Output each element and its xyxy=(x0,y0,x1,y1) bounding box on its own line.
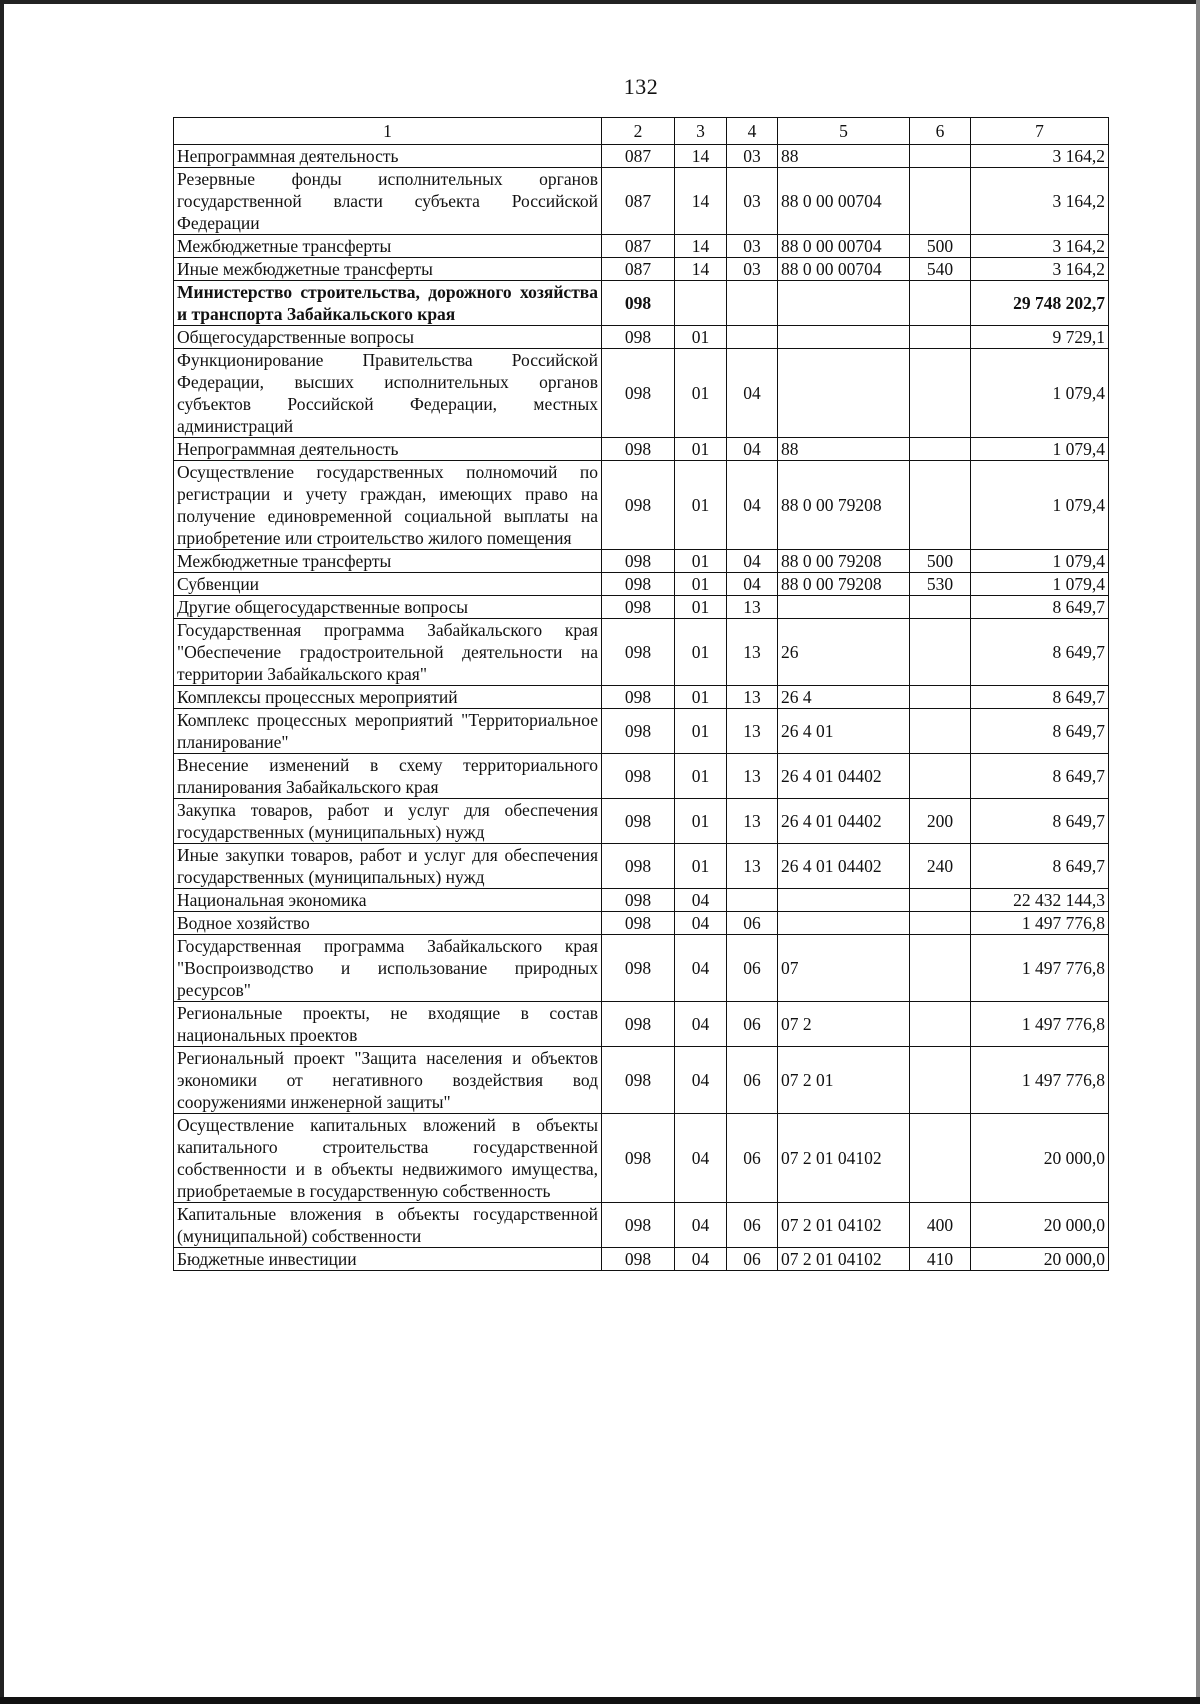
cell-expense-type: 240 xyxy=(910,844,971,889)
header-row xyxy=(174,118,1109,145)
cell-subsection: 03 xyxy=(727,235,778,258)
cell-name: Внесение изменений в схему территориального планирования Забайкальского края xyxy=(174,754,602,799)
cell-expense-type xyxy=(910,1114,971,1203)
cell-target-article: 26 4 01 04402 xyxy=(778,754,910,799)
cell-subsection: 06 xyxy=(727,1203,778,1248)
cell-section: 04 xyxy=(675,935,727,1002)
cell-subsection xyxy=(727,889,778,912)
cell-ministry-code: 098 xyxy=(602,1203,675,1248)
cell-subsection: 03 xyxy=(727,145,778,168)
column-header-4: 4 xyxy=(727,118,778,145)
cell-amount: 1 079,4 xyxy=(971,438,1109,461)
table-row xyxy=(174,168,1109,235)
cell-expense-type xyxy=(910,1047,971,1114)
cell-ministry-code: 098 xyxy=(602,686,675,709)
cell-section: 14 xyxy=(675,145,727,168)
cell-section: 01 xyxy=(675,438,727,461)
cell-ministry-code: 098 xyxy=(602,912,675,935)
cell-target-article: 88 xyxy=(778,438,910,461)
cell-target-article: 07 2 xyxy=(778,1002,910,1047)
cell-expense-type xyxy=(910,145,971,168)
cell-amount: 8 649,7 xyxy=(971,799,1109,844)
cell-subsection: 06 xyxy=(727,912,778,935)
table-row xyxy=(174,326,1109,349)
table-row xyxy=(174,596,1109,619)
cell-expense-type: 410 xyxy=(910,1248,971,1271)
table-row xyxy=(174,844,1109,889)
cell-amount: 22 432 144,3 xyxy=(971,889,1109,912)
cell-name: Государственная программа Забайкальского края "Воспроизводство и использование природных ресурсов" xyxy=(174,935,602,1002)
table-row xyxy=(174,799,1109,844)
cell-amount: 1 079,4 xyxy=(971,573,1109,596)
cell-section: 01 xyxy=(675,596,727,619)
cell-expense-type xyxy=(910,912,971,935)
cell-target-article xyxy=(778,349,910,438)
cell-section xyxy=(675,281,727,326)
cell-ministry-code: 087 xyxy=(602,235,675,258)
cell-section: 01 xyxy=(675,550,727,573)
cell-target-article: 07 2 01 04102 xyxy=(778,1114,910,1203)
cell-amount: 1 497 776,8 xyxy=(971,1047,1109,1114)
cell-target-article xyxy=(778,281,910,326)
cell-section: 01 xyxy=(675,799,727,844)
cell-ministry-code: 098 xyxy=(602,573,675,596)
cell-target-article: 26 xyxy=(778,619,910,686)
cell-target-article: 88 0 00 00704 xyxy=(778,235,910,258)
cell-expense-type: 400 xyxy=(910,1203,971,1248)
scan-edge-right xyxy=(1196,0,1200,1704)
cell-name: Иные межбюджетные трансферты xyxy=(174,258,602,281)
cell-target-article: 26 4 01 04402 xyxy=(778,799,910,844)
cell-ministry-code: 098 xyxy=(602,889,675,912)
cell-target-article: 88 0 00 00704 xyxy=(778,258,910,281)
table-row xyxy=(174,258,1109,281)
cell-target-article xyxy=(778,326,910,349)
cell-subsection: 03 xyxy=(727,258,778,281)
cell-amount: 8 649,7 xyxy=(971,844,1109,889)
table-row xyxy=(174,461,1109,550)
cell-ministry-code: 098 xyxy=(602,1114,675,1203)
cell-expense-type: 500 xyxy=(910,235,971,258)
cell-name: Другие общегосударственные вопросы xyxy=(174,596,602,619)
cell-expense-type xyxy=(910,935,971,1002)
cell-ministry-code: 087 xyxy=(602,168,675,235)
cell-name: Региональный проект "Защита населения и объектов экономики от негативного воздействия вод сооружениями инженерной защиты" xyxy=(174,1047,602,1114)
cell-name: Иные закупки товаров, работ и услуг для обеспечения государственных (муниципальных) нужд xyxy=(174,844,602,889)
cell-subsection: 13 xyxy=(727,799,778,844)
cell-amount: 8 649,7 xyxy=(971,686,1109,709)
cell-name: Осуществление государственных полномочий по регистрации и учету граждан, имеющих право на получение единовременной социальной выплаты на приобретение или строительство жилого помещения xyxy=(174,461,602,550)
cell-name: Непрограммная деятельность xyxy=(174,438,602,461)
cell-name: Межбюджетные трансферты xyxy=(174,550,602,573)
cell-subsection: 06 xyxy=(727,1114,778,1203)
cell-section: 01 xyxy=(675,709,727,754)
cell-section: 04 xyxy=(675,1002,727,1047)
cell-amount: 1 497 776,8 xyxy=(971,912,1109,935)
cell-expense-type xyxy=(910,438,971,461)
cell-subsection: 04 xyxy=(727,349,778,438)
budget-table xyxy=(173,117,1109,1271)
cell-section: 14 xyxy=(675,235,727,258)
cell-section: 01 xyxy=(675,754,727,799)
table-row xyxy=(174,1002,1109,1047)
cell-expense-type: 200 xyxy=(910,799,971,844)
cell-subsection: 06 xyxy=(727,1248,778,1271)
cell-name: Межбюджетные трансферты xyxy=(174,235,602,258)
cell-section: 14 xyxy=(675,168,727,235)
cell-section: 04 xyxy=(675,1114,727,1203)
table-row xyxy=(174,1047,1109,1114)
cell-section: 01 xyxy=(675,686,727,709)
table-row xyxy=(174,709,1109,754)
cell-ministry-code: 098 xyxy=(602,438,675,461)
column-header-7: 7 xyxy=(971,118,1109,145)
table-row xyxy=(174,550,1109,573)
cell-name: Резервные фонды исполнительных органов государственной власти субъекта Российской Федерации xyxy=(174,168,602,235)
column-header-1: 1 xyxy=(174,118,602,145)
cell-section: 04 xyxy=(675,1047,727,1114)
cell-section: 01 xyxy=(675,844,727,889)
cell-expense-type: 530 xyxy=(910,573,971,596)
scan-edge-bottom xyxy=(0,1697,1200,1704)
cell-amount: 20 000,0 xyxy=(971,1248,1109,1271)
cell-expense-type xyxy=(910,686,971,709)
column-header-5: 5 xyxy=(778,118,910,145)
cell-subsection: 13 xyxy=(727,754,778,799)
cell-target-article: 88 0 00 79208 xyxy=(778,550,910,573)
table-row xyxy=(174,573,1109,596)
cell-expense-type xyxy=(910,461,971,550)
cell-expense-type xyxy=(910,1002,971,1047)
table-row xyxy=(174,1114,1109,1203)
cell-name: Комплекс процессных мероприятий "Территориальное планирование" xyxy=(174,709,602,754)
cell-ministry-code: 098 xyxy=(602,326,675,349)
table-row xyxy=(174,889,1109,912)
cell-section: 04 xyxy=(675,1248,727,1271)
cell-section: 01 xyxy=(675,349,727,438)
cell-target-article: 07 xyxy=(778,935,910,1002)
scan-edge-top xyxy=(0,0,1200,4)
cell-target-article: 88 0 00 00704 xyxy=(778,168,910,235)
table-row xyxy=(174,686,1109,709)
cell-section: 01 xyxy=(675,573,727,596)
cell-ministry-code: 098 xyxy=(602,550,675,573)
cell-section: 14 xyxy=(675,258,727,281)
cell-name: Государственная программа Забайкальского края "Обеспечение градостроительной деятельности на территории Забайкальского края" xyxy=(174,619,602,686)
cell-subsection: 13 xyxy=(727,596,778,619)
cell-expense-type xyxy=(910,754,971,799)
cell-subsection: 13 xyxy=(727,686,778,709)
cell-ministry-code: 098 xyxy=(602,799,675,844)
cell-expense-type: 500 xyxy=(910,550,971,573)
cell-subsection: 04 xyxy=(727,438,778,461)
cell-target-article: 07 2 01 xyxy=(778,1047,910,1114)
cell-amount: 1 497 776,8 xyxy=(971,1002,1109,1047)
cell-name: Общегосударственные вопросы xyxy=(174,326,602,349)
cell-section: 01 xyxy=(675,619,727,686)
cell-amount: 8 649,7 xyxy=(971,709,1109,754)
cell-name: Региональные проекты, не входящие в состав национальных проектов xyxy=(174,1002,602,1047)
cell-amount: 1 079,4 xyxy=(971,550,1109,573)
cell-name: Комплексы процессных мероприятий xyxy=(174,686,602,709)
cell-expense-type xyxy=(910,326,971,349)
cell-name: Осуществление капитальных вложений в объекты капитального строительства государственной собственности и в объекты недвижимого имущества, приобретаемые в государственную собственность xyxy=(174,1114,602,1203)
table-row xyxy=(174,619,1109,686)
cell-expense-type xyxy=(910,349,971,438)
cell-ministry-code: 098 xyxy=(602,619,675,686)
cell-ministry-code: 098 xyxy=(602,461,675,550)
table-row xyxy=(174,1203,1109,1248)
cell-amount: 20 000,0 xyxy=(971,1203,1109,1248)
table-body xyxy=(174,145,1109,1271)
cell-ministry-code: 098 xyxy=(602,754,675,799)
table-row xyxy=(174,235,1109,258)
cell-subsection xyxy=(727,281,778,326)
cell-subsection: 04 xyxy=(727,550,778,573)
cell-expense-type xyxy=(910,168,971,235)
scan-edge-left xyxy=(0,0,4,1704)
cell-amount: 20 000,0 xyxy=(971,1114,1109,1203)
cell-name: Национальная экономика xyxy=(174,889,602,912)
cell-subsection: 13 xyxy=(727,619,778,686)
cell-amount: 3 164,2 xyxy=(971,145,1109,168)
cell-name: Субвенции xyxy=(174,573,602,596)
cell-expense-type: 540 xyxy=(910,258,971,281)
cell-target-article xyxy=(778,596,910,619)
cell-ministry-code: 098 xyxy=(602,1047,675,1114)
cell-target-article: 26 4 01 04402 xyxy=(778,844,910,889)
cell-subsection: 13 xyxy=(727,844,778,889)
cell-target-article: 88 xyxy=(778,145,910,168)
cell-section: 01 xyxy=(675,326,727,349)
cell-amount: 3 164,2 xyxy=(971,168,1109,235)
cell-expense-type xyxy=(910,596,971,619)
cell-subsection: 03 xyxy=(727,168,778,235)
column-header-2: 2 xyxy=(602,118,675,145)
column-header-3: 3 xyxy=(675,118,727,145)
cell-name: Министерство строительства, дорожного хозяйства и транспорта Забайкальского края xyxy=(174,281,602,326)
cell-target-article: 26 4 01 xyxy=(778,709,910,754)
cell-amount: 1 497 776,8 xyxy=(971,935,1109,1002)
cell-ministry-code: 098 xyxy=(602,281,675,326)
cell-subsection: 04 xyxy=(727,461,778,550)
cell-ministry-code: 087 xyxy=(602,258,675,281)
table-row xyxy=(174,935,1109,1002)
cell-target-article: 07 2 01 04102 xyxy=(778,1203,910,1248)
cell-amount: 29 748 202,7 xyxy=(971,281,1109,326)
cell-target-article: 88 0 00 79208 xyxy=(778,573,910,596)
cell-section: 04 xyxy=(675,889,727,912)
cell-expense-type xyxy=(910,709,971,754)
cell-name: Непрограммная деятельность xyxy=(174,145,602,168)
cell-section: 01 xyxy=(675,461,727,550)
cell-ministry-code: 098 xyxy=(602,349,675,438)
cell-amount: 1 079,4 xyxy=(971,461,1109,550)
page-number: 132 xyxy=(623,74,659,99)
cell-ministry-code: 098 xyxy=(602,709,675,754)
table-row xyxy=(174,754,1109,799)
cell-amount: 8 649,7 xyxy=(971,619,1109,686)
cell-ministry-code: 098 xyxy=(602,1248,675,1271)
cell-target-article: 26 4 xyxy=(778,686,910,709)
cell-subsection: 13 xyxy=(727,709,778,754)
table-row xyxy=(174,145,1109,168)
cell-target-article xyxy=(778,889,910,912)
cell-subsection: 06 xyxy=(727,1047,778,1114)
table-row xyxy=(174,349,1109,438)
cell-section: 04 xyxy=(675,1203,727,1248)
cell-amount: 3 164,2 xyxy=(971,258,1109,281)
cell-amount: 3 164,2 xyxy=(971,235,1109,258)
cell-subsection: 04 xyxy=(727,573,778,596)
cell-subsection: 06 xyxy=(727,935,778,1002)
cell-target-article xyxy=(778,912,910,935)
cell-ministry-code: 098 xyxy=(602,1002,675,1047)
cell-expense-type xyxy=(910,889,971,912)
cell-ministry-code: 087 xyxy=(602,145,675,168)
table-header xyxy=(174,118,1109,145)
table-row xyxy=(174,281,1109,326)
cell-target-article: 07 2 01 04102 xyxy=(778,1248,910,1271)
cell-ministry-code: 098 xyxy=(602,935,675,1002)
cell-name: Капитальные вложения в объекты государственной (муниципальной) собственности xyxy=(174,1203,602,1248)
table-row xyxy=(174,912,1109,935)
cell-ministry-code: 098 xyxy=(602,844,675,889)
cell-target-article: 88 0 00 79208 xyxy=(778,461,910,550)
cell-subsection xyxy=(727,326,778,349)
cell-amount: 1 079,4 xyxy=(971,349,1109,438)
column-header-6: 6 xyxy=(910,118,971,145)
cell-name: Закупка товаров, работ и услуг для обеспечения государственных (муниципальных) нужд xyxy=(174,799,602,844)
cell-expense-type xyxy=(910,281,971,326)
cell-expense-type xyxy=(910,619,971,686)
cell-name: Водное хозяйство xyxy=(174,912,602,935)
cell-section: 04 xyxy=(675,912,727,935)
cell-subsection: 06 xyxy=(727,1002,778,1047)
cell-name: Функционирование Правительства Российской Федерации, высших исполнительных органов субъектов Российской Федерации, местных администраций xyxy=(174,349,602,438)
cell-amount: 8 649,7 xyxy=(971,596,1109,619)
cell-amount: 8 649,7 xyxy=(971,754,1109,799)
cell-name: Бюджетные инвестиции xyxy=(174,1248,602,1271)
cell-amount: 9 729,1 xyxy=(971,326,1109,349)
table-row xyxy=(174,438,1109,461)
cell-ministry-code: 098 xyxy=(602,596,675,619)
table-row xyxy=(174,1248,1109,1271)
